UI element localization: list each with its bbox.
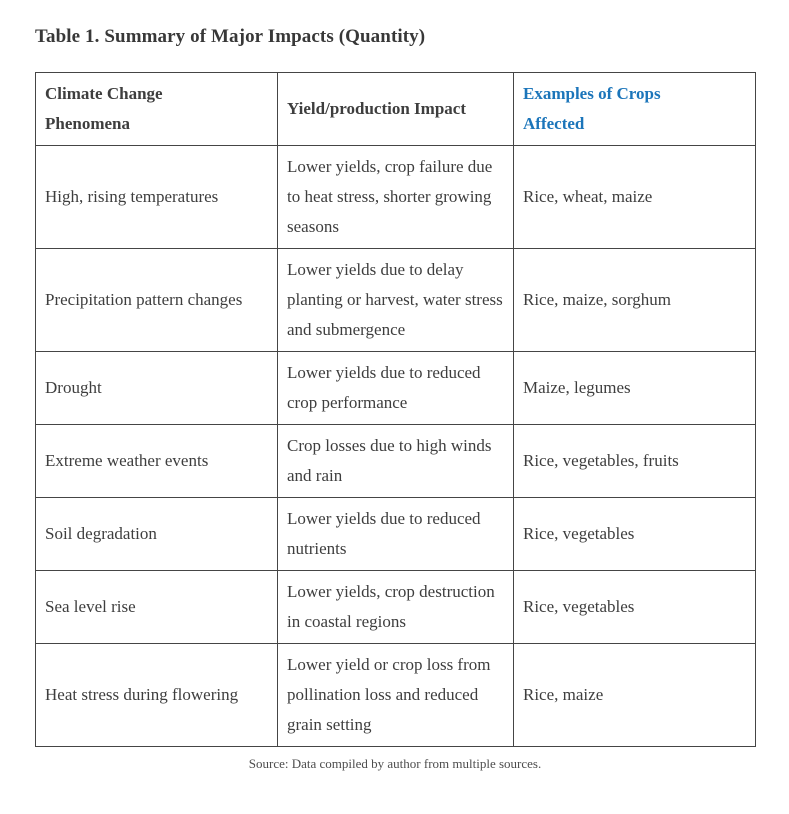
cell-phenomena: Sea level rise	[36, 571, 278, 644]
cell-crops: Rice, vegetables	[514, 571, 756, 644]
table-row	[36, 644, 756, 747]
col-header-crops-label: Examples of Crops Affected	[523, 84, 661, 133]
cell-phenomena: High, rising temperatures	[36, 146, 278, 249]
col-header-impact	[278, 73, 514, 146]
cell-crops: Rice, vegetables, fruits	[514, 425, 756, 498]
col-header-crops	[514, 73, 756, 146]
cell-phenomena: Heat stress during flowering	[36, 644, 278, 747]
table-row	[36, 249, 756, 352]
header-row	[36, 73, 756, 146]
cell-crops: Rice, vegetables	[514, 498, 756, 571]
cell-impact: Lower yields, crop destruction in coastal regions	[278, 571, 514, 644]
impacts-table	[35, 72, 756, 747]
cell-impact: Lower yield or crop loss from pollination loss and reduced grain setting	[278, 644, 514, 747]
table-row	[36, 571, 756, 644]
table-body	[36, 146, 756, 747]
cell-phenomena: Soil degradation	[36, 498, 278, 571]
table-row	[36, 425, 756, 498]
cell-phenomena: Precipitation pattern changes	[36, 249, 278, 352]
cell-impact: Lower yields due to reduced nutrients	[278, 498, 514, 571]
col-header-impact-label: Yield/production Impact	[287, 99, 466, 118]
cell-crops: Rice, wheat, maize	[514, 146, 756, 249]
table-row	[36, 146, 756, 249]
cell-phenomena: Extreme weather events	[36, 425, 278, 498]
table-row	[36, 498, 756, 571]
table-row	[36, 352, 756, 425]
cell-impact: Lower yields due to delay planting or harvest, water stress and submergence	[278, 249, 514, 352]
col-header-phenomena	[36, 73, 278, 146]
cell-impact: Crop losses due to high winds and rain	[278, 425, 514, 498]
cell-impact: Lower yields, crop failure due to heat stress, shorter growing seasons	[278, 146, 514, 249]
cell-crops: Maize, legumes	[514, 352, 756, 425]
cell-phenomena: Drought	[36, 352, 278, 425]
cell-crops: Rice, maize	[514, 644, 756, 747]
cell-impact: Lower yields due to reduced crop performance	[278, 352, 514, 425]
source-note: Source: Data compiled by author from multiple sources.	[248, 756, 542, 771]
table-title: Table 1. Summary of Major Impacts (Quantity)	[35, 26, 426, 47]
cell-crops: Rice, maize, sorghum	[514, 249, 756, 352]
col-header-phenomena-label: Climate Change Phenomena	[45, 84, 163, 133]
